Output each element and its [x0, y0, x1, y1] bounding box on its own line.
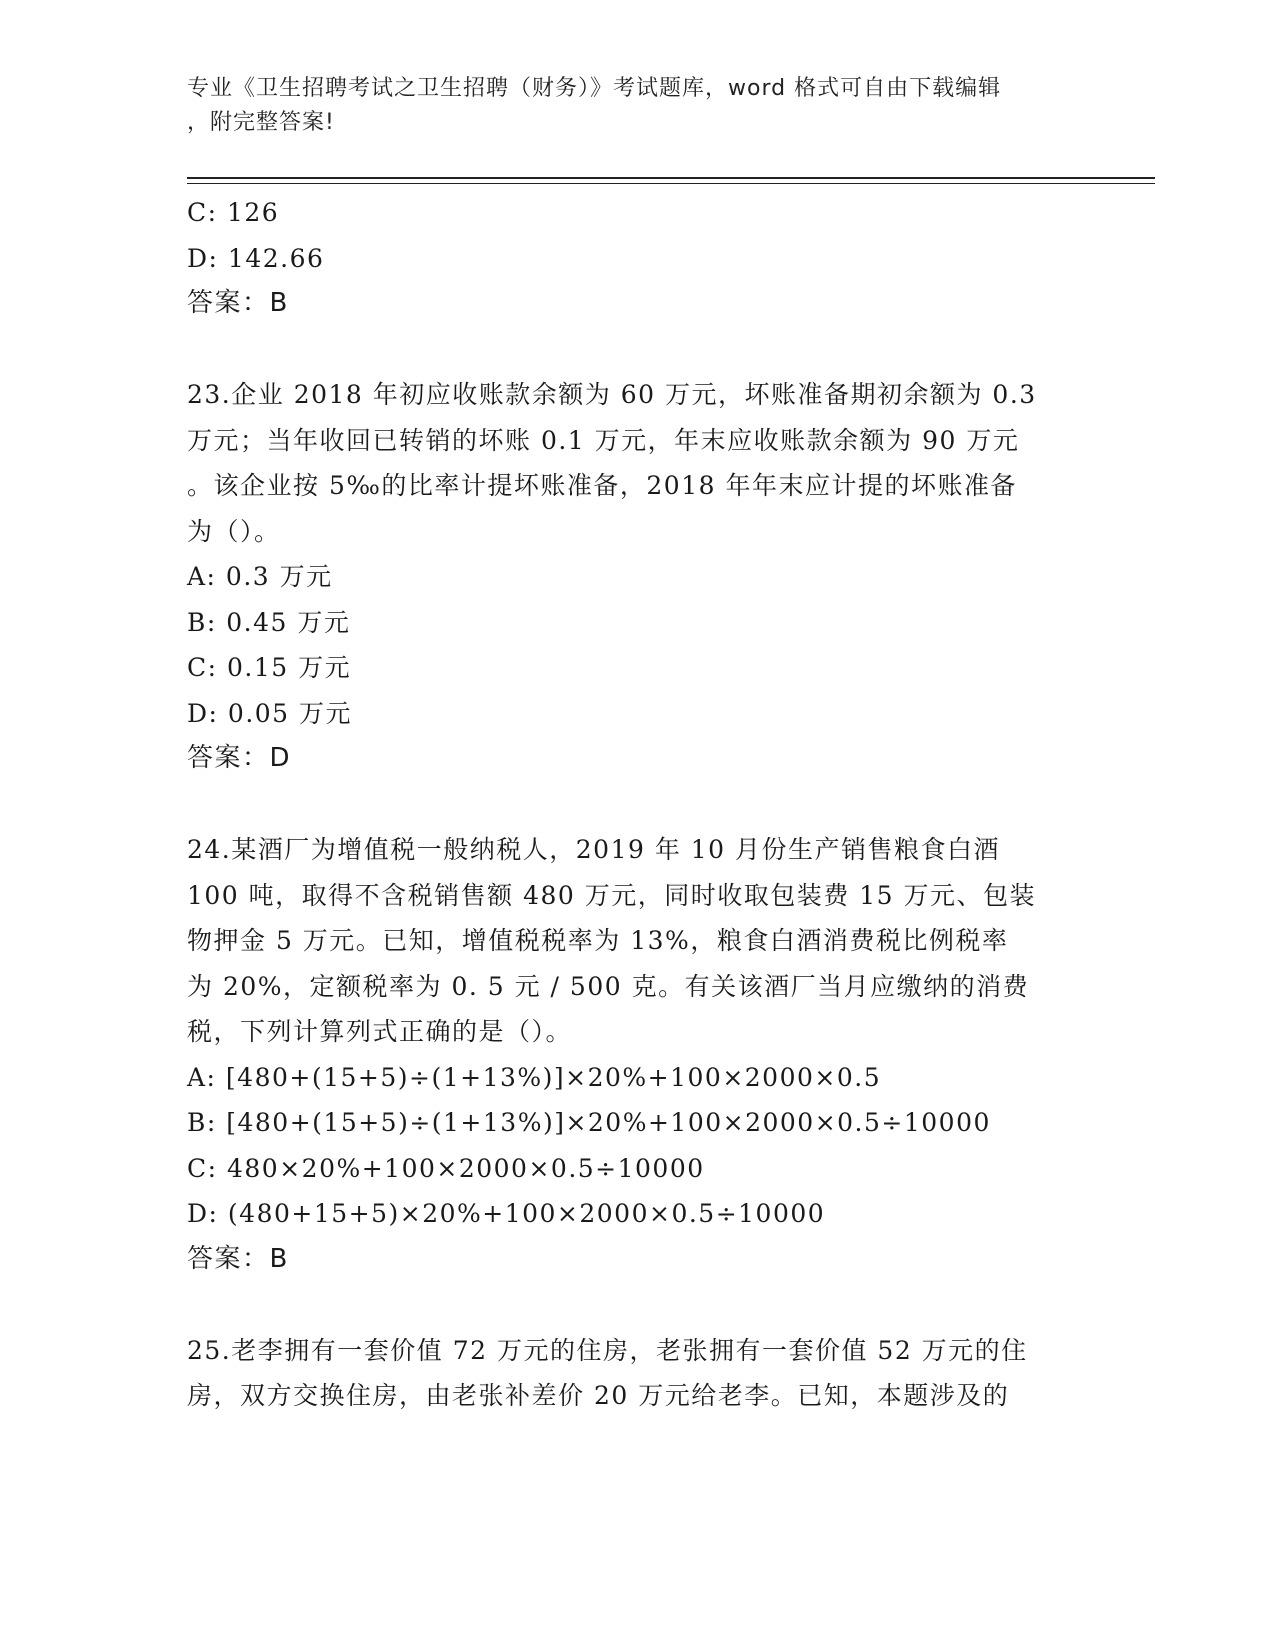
option-b: B: [480+(15+5)÷(1+13%)]×20%+100×2000×0.5÷10000 — [187, 1108, 991, 1137]
option-d: D: 142.66 — [187, 243, 325, 273]
option-a: A: [480+(15+5)÷(1+13%)]×20%+100×2000×0.5 — [187, 1062, 882, 1092]
question-text-line: 23.企业 2018 年初应收账款余额为 60 万元，坏账准备期初余额为 0.3 — [187, 380, 1037, 409]
header-rule-thick — [187, 177, 1155, 179]
question-text-line: 25.老李拥有一套价值 72 万元的住房，老张拥有一套价值 52 万元的住 — [187, 1335, 1028, 1365]
question-text-line: 为 20%，定额税率为 0. 5 元 / 500 克。有关该酒厂当月应缴纳的消费 — [187, 971, 1030, 1001]
question-23 — [187, 372, 1077, 782]
option-d: D: (480+15+5)×20%+100×2000×0.5÷10000 — [187, 1199, 826, 1228]
question-text-line: 24.某酒厂为增值税一般纳税人，2019 年 10 月份生产销售粮食白酒 — [187, 835, 1001, 864]
option-c: C: 126 — [187, 198, 280, 227]
option-c: C: 0.15 万元 — [187, 653, 352, 682]
question-text-line: 为（）。 — [187, 516, 281, 546]
document-body — [187, 190, 1077, 1419]
header-rule-thin — [187, 183, 1155, 184]
question-22-tail — [187, 190, 1077, 327]
header-line-2: ，附完整答案! — [187, 110, 335, 135]
option-c: C: 480×20%+100×2000×0.5÷10000 — [187, 1153, 705, 1183]
question-text-line: 物押金 5 万元。已知，增值税税率为 13%，粮食白酒消费税比例税率 — [187, 926, 1009, 955]
answer: 答案：D — [187, 743, 292, 773]
option-b: B: 0.45 万元 — [187, 607, 351, 637]
question-24 — [187, 827, 1077, 1282]
answer: 答案：B — [187, 288, 289, 318]
page-header — [187, 72, 1067, 140]
question-text-line: 。该企业按 5‰的比率计提坏账准备，2018 年年末应计提的坏账准备 — [187, 471, 1017, 500]
question-text-line: 房，双方交换住房，由老张补差价 20 万元给老李。已知，本题涉及的 — [187, 1381, 1010, 1410]
option-a: A: 0.3 万元 — [187, 562, 333, 591]
question-text-line: 万元；当年收回已转销的坏账 0.1 万元，年末应收账款余额为 90 万元 — [187, 425, 1020, 455]
question-text-line: 100 吨，取得不含税销售额 480 万元，同时收取包装费 15 万元、包装 — [187, 880, 1036, 910]
header-line-1: 专业《卫生招聘考试之卫生招聘（财务）》考试题库，word 格式可自由下载编辑 — [187, 76, 1002, 101]
answer: 答案：B — [187, 1243, 289, 1274]
question-25 — [187, 1328, 1077, 1419]
question-text-line: 税，下列计算列式正确的是（）。 — [187, 1017, 573, 1046]
option-d: D: 0.05 万元 — [187, 698, 353, 728]
